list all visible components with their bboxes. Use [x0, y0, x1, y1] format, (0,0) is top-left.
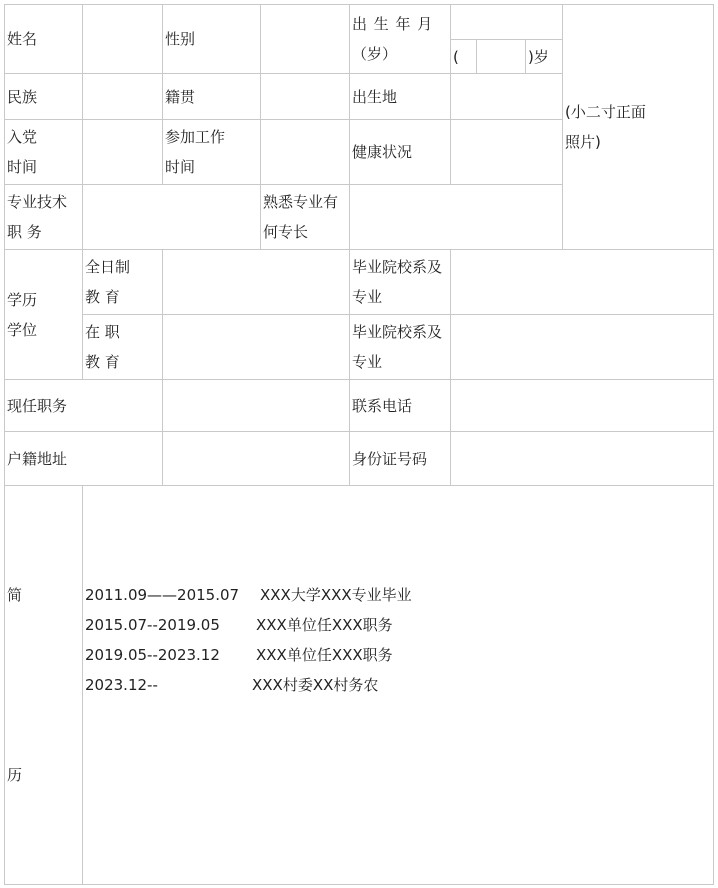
resume-label-bottom: 历 [7, 766, 23, 784]
age-open: ( [450, 39, 477, 74]
fulltime-label: 全日制 教 育 [82, 249, 163, 315]
inservice-value[interactable] [162, 314, 350, 380]
work-start-label: 参加工作 时间 [162, 119, 261, 185]
birthplace-label: 出生地 [349, 73, 451, 120]
edu-degree-label: 学历 学位 [4, 249, 83, 380]
native-place-label: 籍贯 [162, 73, 261, 120]
age-close: )岁 [525, 39, 563, 74]
fulltime-value[interactable] [162, 249, 350, 315]
grad-school-label: 毕业院校系及 专业 [349, 249, 451, 315]
gender-label: 性别 [162, 4, 261, 74]
name-value[interactable] [82, 4, 163, 74]
name-label: 姓名 [4, 4, 83, 74]
phone-label: 联系电话 [349, 379, 451, 432]
grad-school-label-2: 毕业院校系及 专业 [349, 314, 451, 380]
ethnicity-label: 民族 [4, 73, 83, 120]
birthplace-value[interactable] [450, 73, 563, 120]
health-value[interactable] [450, 119, 563, 185]
health-label: 健康状况 [349, 119, 451, 185]
current-position-value[interactable] [162, 379, 350, 432]
household-value[interactable] [162, 431, 350, 486]
phone-value[interactable] [450, 379, 714, 432]
resume-entry: 2023.12-- XXX村委XX村务农 [85, 676, 379, 694]
current-position-label: 现任职务 [4, 379, 163, 432]
resume-list [85, 580, 412, 700]
id-label: 身份证号码 [349, 431, 451, 486]
gender-value[interactable] [260, 4, 350, 74]
birth-value[interactable] [450, 4, 563, 40]
resume-entry: 2019.05--2023.12 XXX单位任XXX职务 [85, 646, 393, 664]
party-join-value[interactable] [82, 119, 163, 185]
work-start-value[interactable] [260, 119, 350, 185]
native-place-value[interactable] [260, 73, 350, 120]
grad-school-value[interactable] [450, 249, 714, 315]
resume-entry: 2011.09——2015.07 XXX大学XXX专业毕业 [85, 586, 412, 604]
tech-title-label: 专业技术 职 务 [4, 184, 83, 250]
tech-title-value[interactable] [82, 184, 261, 250]
expertise-value[interactable] [349, 184, 563, 250]
resume-entry: 2015.07--2019.05 XXX单位任XXX职务 [85, 616, 393, 634]
resume-label [4, 485, 83, 885]
party-join-label: 入党 时间 [4, 119, 83, 185]
birth-label: 出 生 年 月 （岁） [349, 4, 451, 74]
ethnicity-value[interactable] [82, 73, 163, 120]
age-value[interactable] [476, 39, 526, 74]
resume-content[interactable] [82, 485, 714, 885]
id-value[interactable] [450, 431, 714, 486]
household-label: 户籍地址 [4, 431, 163, 486]
grad-school-value-2[interactable] [450, 314, 714, 380]
photo-box: (小二寸正面 照片) [562, 4, 714, 250]
resume-label-top: 简 [7, 586, 23, 604]
expertise-label: 熟悉专业有 何专长 [260, 184, 350, 250]
inservice-label: 在 职 教 育 [82, 314, 163, 380]
